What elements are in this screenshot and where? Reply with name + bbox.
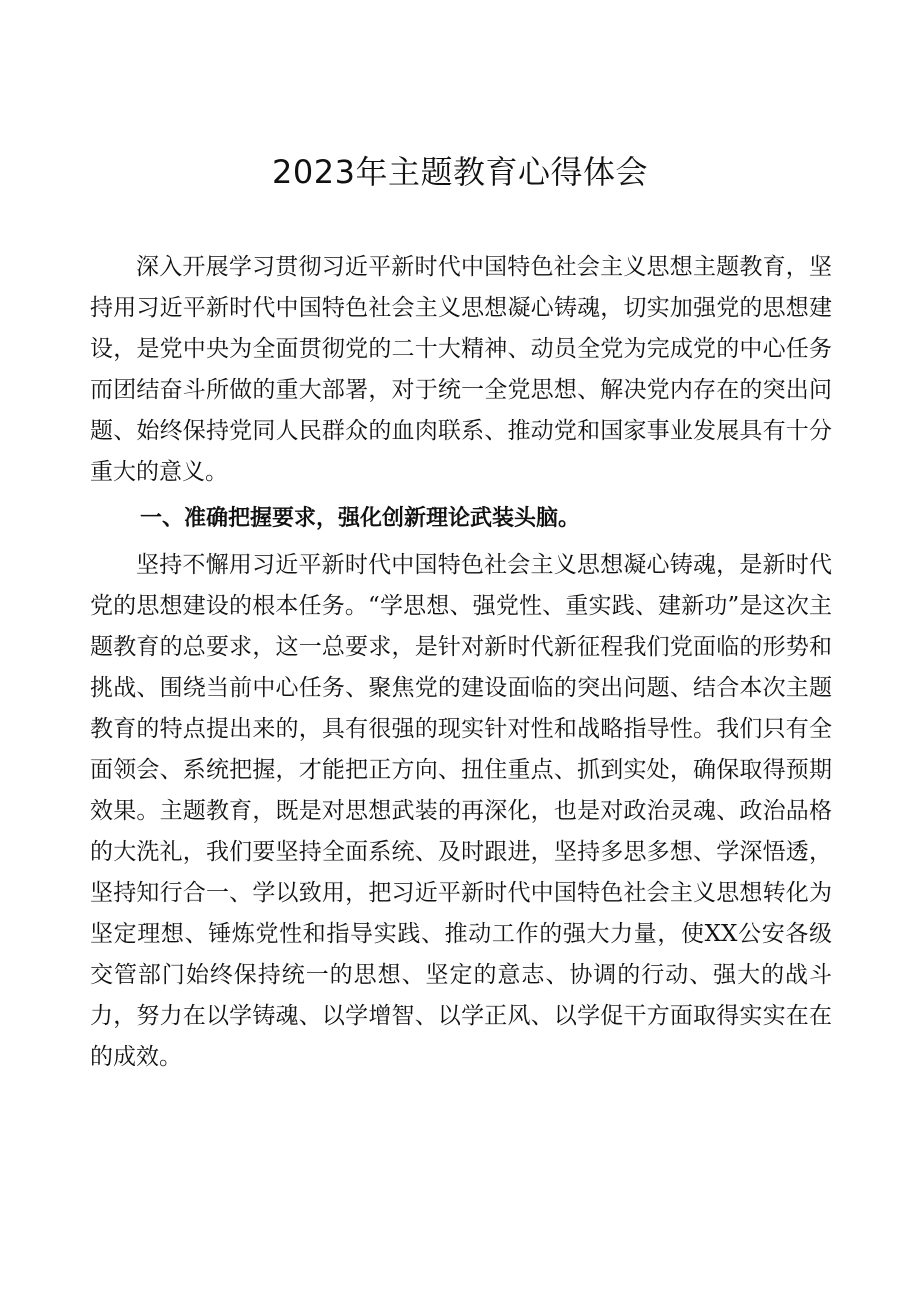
paragraph-section-1: 坚持不懈用习近平新时代中国特色社会主义思想凝心铸魂，是新时代党的思想建设的根本任务。“学思想、强党性、重实践、建新功”是这次主题教育的总要求，这一总要求，是针对新时代新征程我们党面临的形势和挑战、围绕当前中心任务、聚焦党的建设面临的突出问题、结合本次主题教育的特点提出来的，具有很强的现实针对性和战略指导性。我们只有全面领会、系统把握，才能把正方向、扭住重点、抓到实处，确保取得预期效果。主题教育，既是对思想武装的再深化，也是对政治灵魂、政治品格的大洗礼，我们要坚持全面系统、及时跟进，坚持多思多想、学深悟透，坚持知行合一、学以致用，把习近平新时代中国特色社会主义思想转化为坚定理想、锤炼党性和指导实践、推动工作的强大力量，使XX公安各级交管部门始终保持统一的思想、坚定的意志、协调的行动、强大的战斗力，努力在以学铸魂、以学增智、以学正风、以学促干方面取得实实在在的成效。 xyxy=(90,552,832,1070)
document-title: 2023年主题教育心得体会 xyxy=(272,153,648,191)
paragraph-intro: 深入开展学习贯彻习近平新时代中国特色社会主义思想主题教育，坚持用习近平新时代中国特色社会主义思想凝心铸魂，切实加强党的思想建设，是党中央为全面贯彻党的二十大精神、动员全党为完成党的中心任务而团结奋斗所做的重大部署，对于统一全党思想、解决党内存在的突出问题、始终保持党同人民群众的血肉联系、推动党和国家事业发展具有十分重大的意义。 xyxy=(90,254,832,485)
document-body xyxy=(90,247,832,1078)
section-heading-1: 一、准确把握要求，强化创新理论武装头脑。 xyxy=(140,506,581,531)
